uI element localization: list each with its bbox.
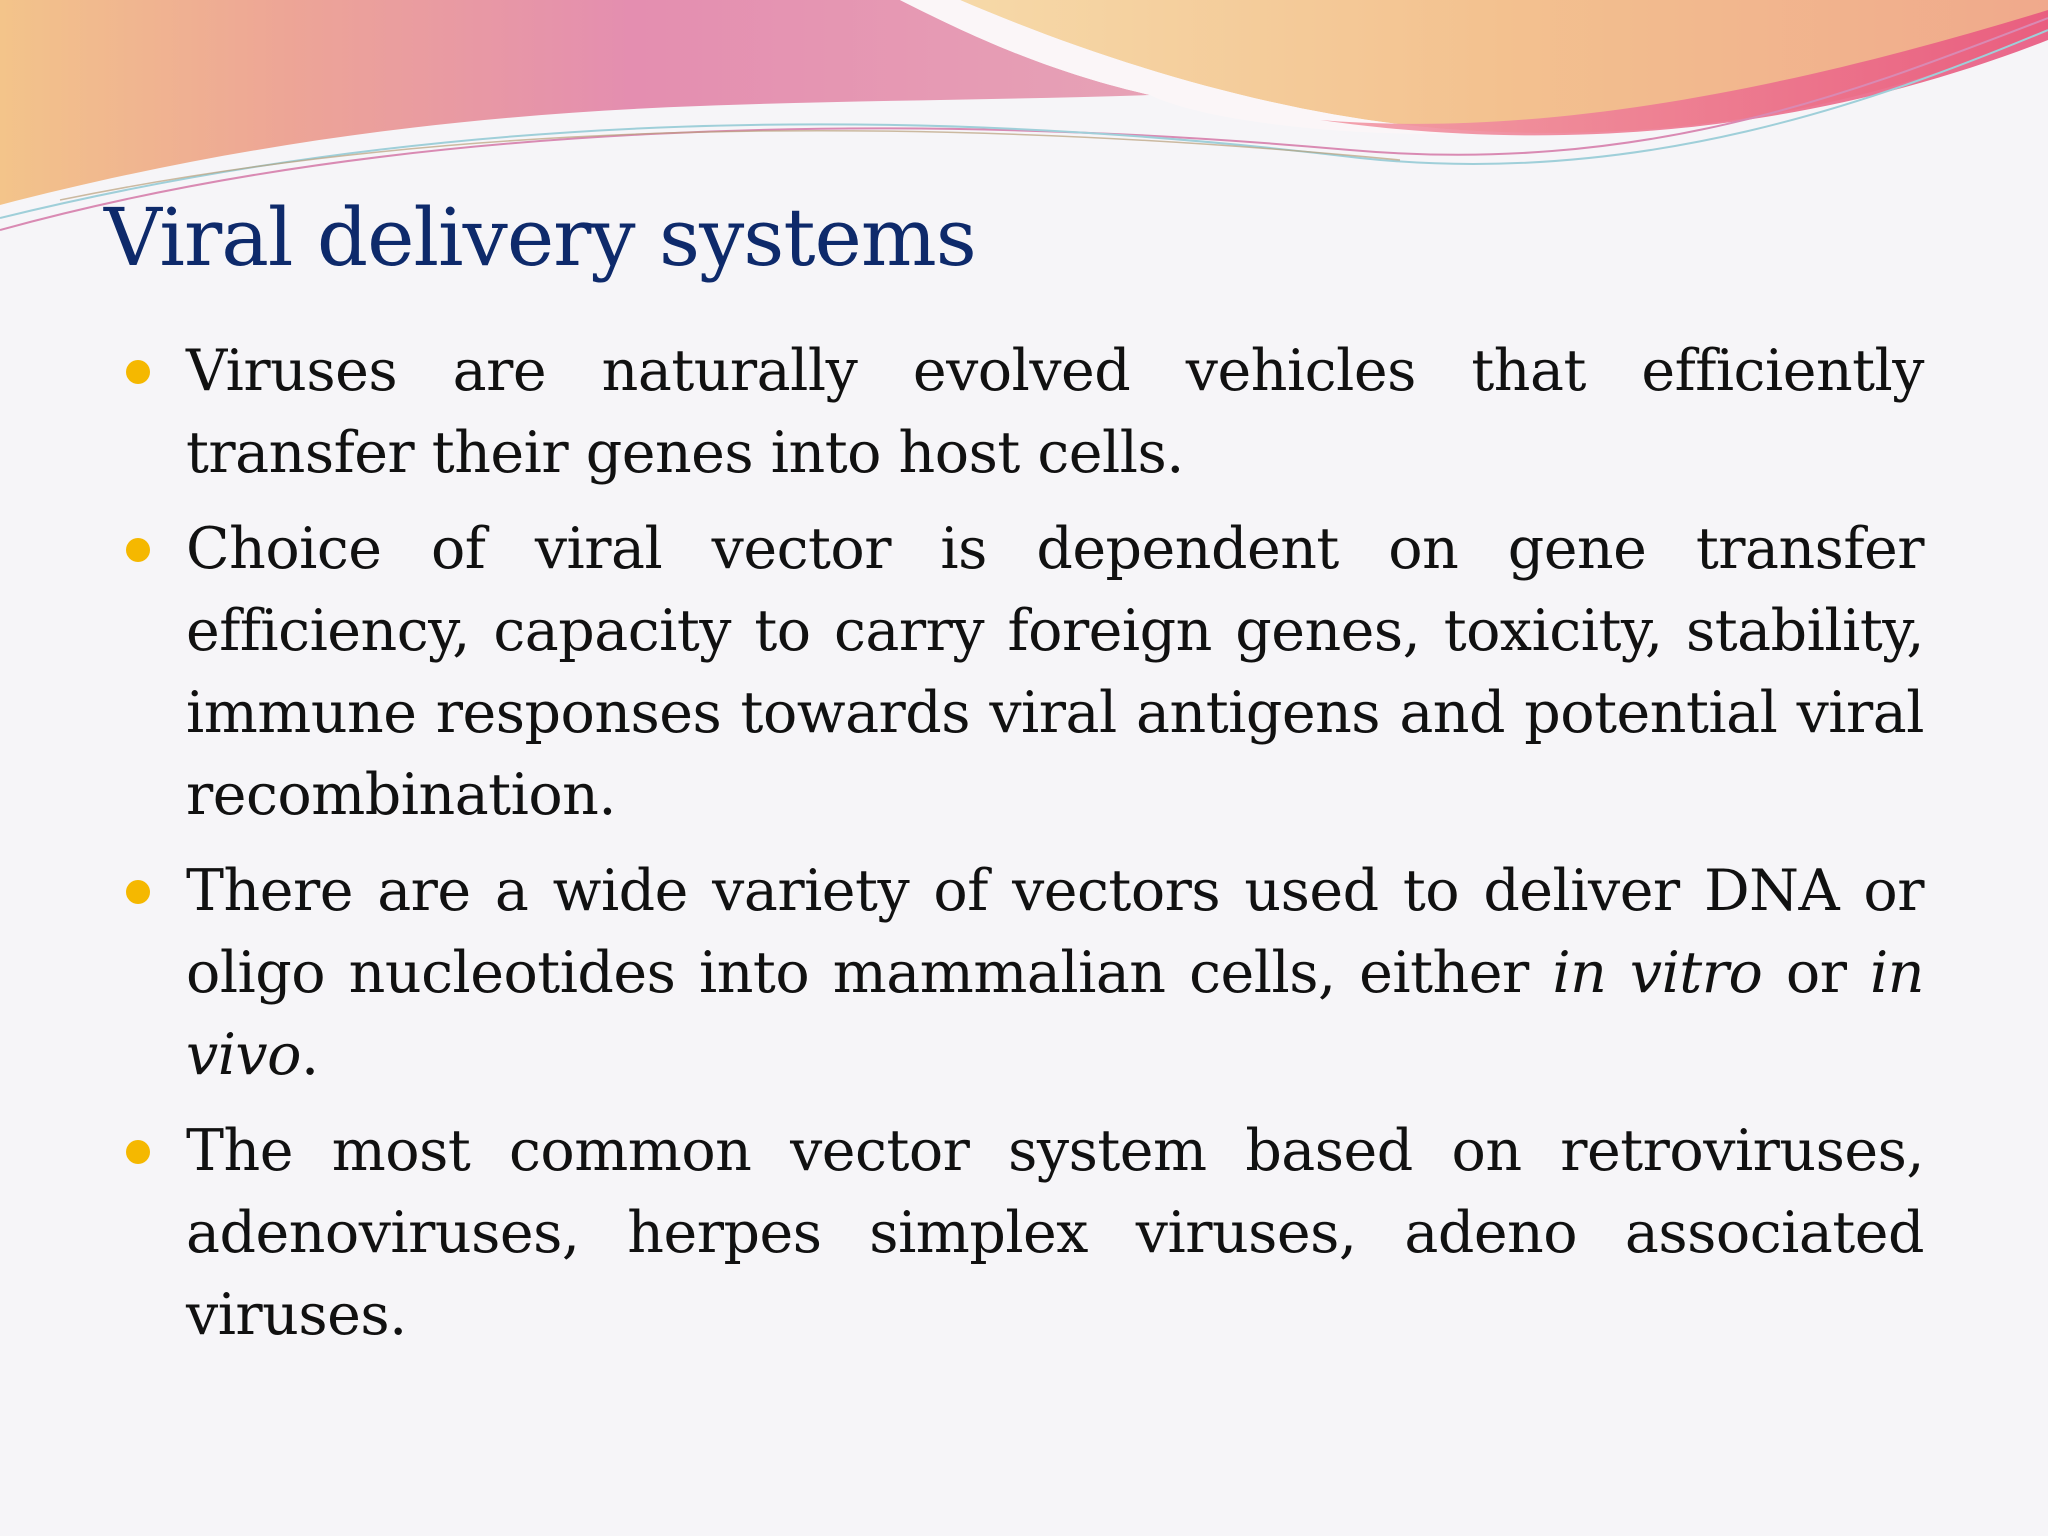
bullet-item	[186, 850, 1924, 1096]
bullet-text: Viruses are naturally evolved vehicles that efficiently transfer their genes into host cells.	[186, 338, 1924, 486]
slide-title: Viral delivery systems	[104, 191, 976, 284]
bullet-dot-icon	[126, 880, 150, 904]
bullet-list	[186, 330, 1924, 1370]
bullet-item	[186, 508, 1924, 836]
italic-term: in vitro	[1552, 940, 1763, 1006]
bullet-dot-icon	[126, 360, 150, 384]
bullet-dot-icon	[126, 1140, 150, 1164]
bullet-item	[186, 1110, 1924, 1356]
bullet-text: .	[300, 1022, 319, 1088]
bullet-dot-icon	[126, 538, 150, 562]
bullet-item	[186, 330, 1924, 494]
bullet-text: Choice of viral vector is dependent on gene transfer efficiency, capacity to carry foreign genes, toxicity, stability, immune responses towards viral antigens and potential viral recombination.	[186, 516, 1924, 828]
bullet-text: or	[1762, 940, 1871, 1006]
bullet-text: The most common vector system based on retroviruses, adenoviruses, herpes simplex viruses, adeno associated viruses.	[186, 1118, 1924, 1348]
bullet-text: There are a wide variety of vectors used to deliver DNA or oligo nucleotides into mammalian cells, either	[186, 858, 1924, 1006]
italic-term: in vivo	[186, 940, 1924, 1088]
